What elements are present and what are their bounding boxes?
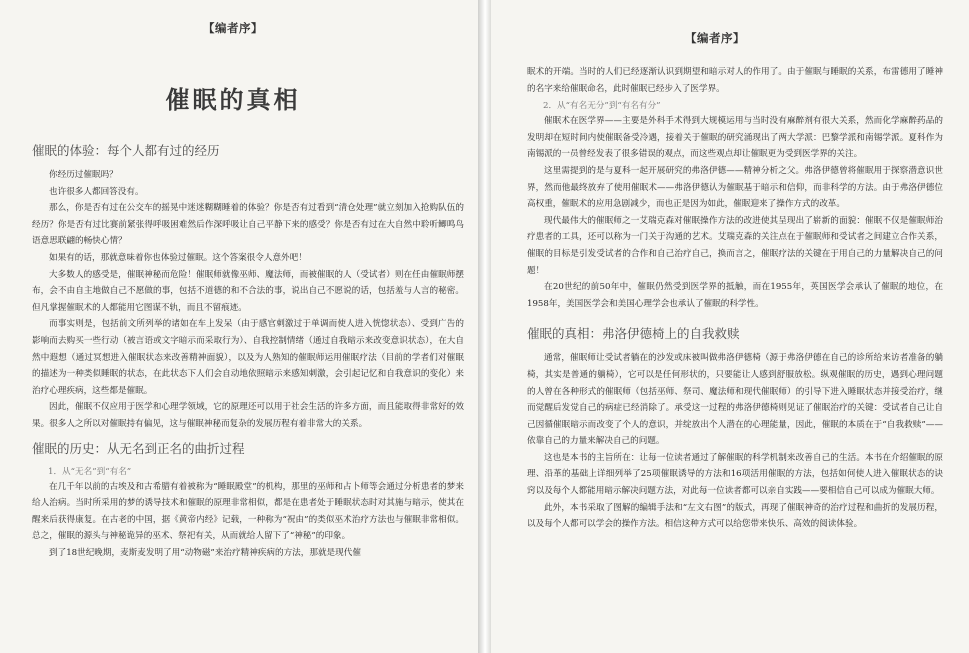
section-heading-history: 催眠的历史：从无名到正名的曲折过程 <box>32 440 245 456</box>
paragraph: 如果有的话，那就意味着你也体验过催眠。这个答案很令人意外吧！ <box>49 252 307 263</box>
paragraph: 在几千年以前的古埃及和古希腊有着被称为“睡眠殿堂”的机构，那里的巫师和占卜师等会通过分析患者的梦来给人治病。当时所采用的梦的诱导技术和催眠的原理非常相似，都是在患者处于睡眠状态时对其施与暗示，使其在醒来后获得康复。在古老的中国，据《黄帝内经》记载，一种称为“祝由”的类似巫术治疗方法也与催眠非常相似。总之，催眠的源头与神秘诡异的巫术、祭祀有关，从而就给人留下了“神秘”的印象。 <box>32 481 464 542</box>
paragraph: 大多数人的感受是，催眠神秘而危险！催眠师就像巫师、魔法师，而被催眠的人（受试者）则在任由催眠师摆布，会不由自主地做自己不愿做的事，包括不道德的和不合法的事，说出自己不愿说的话，包括羞与人言的秘密。但凡掌握催眠术的人都能用它图谋不轨，而且不留痕迹。 <box>32 269 464 313</box>
section-heading-truth: 催眠的真相：弗洛伊德椅上的自我救赎 <box>527 326 740 342</box>
paragraph: 这也是本书的主旨所在：让每一位读者通过了解催眠的科学机制来改善自己的生活。本书在介绍催眠的原理、沿革的基础上详细列举了25项催眠诱导的方法和16项活用催眠的方法，包括如何使人进入催眠状态的诀窍以及每个人都能用暗示解决问题方法，对此每一位读者都可以亲自实践——要相信自己可以成为催眠大师。 <box>527 452 943 497</box>
editor-preface-tag: 【编者序】 <box>685 31 745 45</box>
sub-heading: 1．从“无名”到“有名” <box>48 466 132 477</box>
right-page <box>491 0 969 653</box>
paragraph: 催眠术在医学界——主要是外科手术得到大规模运用与当时没有麻醉剂有很大关系，然而化学麻醉药品的发明却在短时间内使催眠备受冷遇，接着关于催眠的研究涌现出了两大学派：巴黎学派和南锡学派。夏科作为南锡派的一员曾经发表了很多错误的观点，而这些观点却让催眠更为受到医学界的关注。 <box>527 116 943 160</box>
paragraph: 这里需提到的是与夏科一起开展研究的弗洛伊德——精神分析之父。弗洛伊德曾将催眠用于探察潜意识世界，然而他最终放弃了使用催眠术——弗洛伊德认为催眠基于暗示和信仰，而非科学的方法。由于弗洛伊德位高权重，催眠术的应用急剧减少，而也正是因为如此，催眠迎来了操作方式的改革。 <box>527 165 943 210</box>
editor-preface-tag: 【编者序】 <box>203 21 263 35</box>
paragraph: 通常，催眠师让受试者躺在的沙发或床被叫做弗洛伊德椅（源于弗洛伊德在自己的诊所给来访者准备的躺椅，其实是普通的躺椅），它可以是任何形状的，只要能让人感到舒服放松。纵观催眠的历史，遇到心理问题的人曾在各种形式的催眠师（包括巫师、祭司、魔法师和现代催眠师）的引导下进入睡眠状态并接受治疗，继而觉醒后发觉自己的病症已经消除了。承受这一过程的弗洛伊德椅则见证了催眠治疗的关键：受试者自己让自己因循催眠暗示而改变了个人的意识，并绽放出个人潜在的心理能量，因此，催眠的本质在于“自我救赎”——依靠自己的力量来解决自己的问题。 <box>527 353 943 447</box>
sub-heading: 2．从“有名无分”到“有名有分” <box>543 101 661 112</box>
paragraph: 眠术的开端。当时的人们已经逐渐认识到期望和暗示对人的作用了。由于催眠与睡眠的关系，布雷德用了睡神的名字来给催眠命名，此时催眠已经步入了医学界。 <box>527 67 943 94</box>
section-heading-experience: 催眠的体验：每个人都有过的经历 <box>32 143 220 158</box>
paragraph: 你经历过催眠吗？ <box>49 170 118 180</box>
book-gutter <box>478 0 491 653</box>
paragraph: 到了18世纪晚期，麦斯麦发明了用“动物磁”来治疗精神疾病的方法，那就是现代催 <box>49 547 361 558</box>
left-page <box>0 0 478 653</box>
paragraph: 现代最伟大的催眠师之一艾瑞克森对催眠操作方法的改进使其呈现出了崭新的面貌：催眠不仅是催眠师治疗患者的工具，还可以称为一门关于沟通的艺术。艾瑞克森的关注点在于催眠师和受试者之间建立合作关系，催眠的目标是引发受试者的合作和自己治疗自己，换而言之，催眠疗法的关键在于用自己的力量解决自己的问题！ <box>527 215 943 276</box>
page-title: 催眠的真相 <box>165 85 301 114</box>
paragraph: 此外，本书采取了图解的编辑手法和“左文右图”的版式，再现了催眠神奇的治疗过程和曲折的发展历程，以及每个人都可以学会的操作方法。相信这种方式可以给您带来快乐、高效的阅读体验。 <box>527 502 943 530</box>
paragraph: 因此，催眠不仅应用于医学和心理学领域，它的原理还可以用于社会生活的许多方面，而且能取得非常好的效果。很多人之所以对催眠持有偏见，这与催眠神秘而复杂的发展历程有着非常大的关系。 <box>32 402 464 429</box>
paragraph: 那么，你是否有过在公交车的摇晃中迷迷糊糊睡着的体验？你是否有过看到“清仓处理”就立刻加入抢购队伍的经历？你是否有过比赛前紧张得呼吸困难然后作深呼吸让自己平静下来的感受？你是否有过在大自然中聆听鲫鸣鸟语意思联翩的畅快心情？ <box>32 203 464 247</box>
paragraph: 而事实则是，包括前文所列举的诸如在车上发呆（由于感官刺激过于单调而使人进入恍惚状态）、受到广告的影响而去购买一些行动（被言语或文字暗示而采取行为）、自我控制情绪（通过自我暗示来改变意识状态），在大自然中遐想（通过冥想进入催眠状态来改善精神面貌），以及为人熟知的催眠师运用催眠疗法（目前的学者们对催眠的描述为一种类似睡眠的状态，在此状态下人们会自动地依照暗示来感知刺激，会引起记忆和自我意识的变化）来治疗心理疾病，这些都是催眠。 <box>32 319 464 396</box>
paragraph: 在20世纪的前50年中，催眠仍然受到医学界的抵触，而在1955年，英国医学会承认了催眠的地位，在1958年，美国医学会和美国心理学会也承认了催眠的科学性。 <box>527 282 943 309</box>
paragraph: 也许很多人都回答没有。 <box>49 186 144 197</box>
